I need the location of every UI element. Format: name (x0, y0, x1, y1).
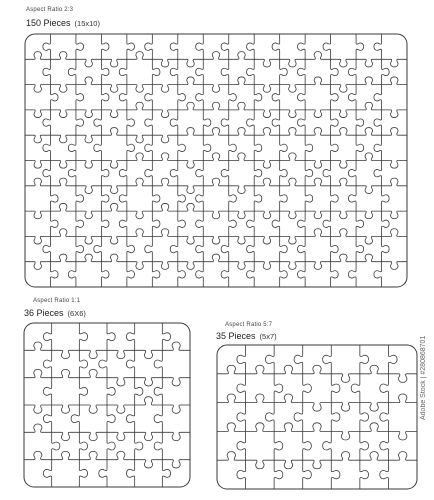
puzzle-vertical-cut (294, 345, 311, 489)
grid-size: (6X6) (67, 309, 86, 318)
jigsaw-puzzle-150-pieces (24, 33, 408, 288)
aspect-ratio-label: Aspect Ratio 1:1 (33, 298, 81, 304)
pieces-label (26, 18, 100, 28)
puzzle-horizontal-cut (217, 423, 417, 440)
grid-size: (15x10) (74, 19, 100, 28)
puzzle-border (217, 345, 417, 489)
puzzle-horizontal-cut (25, 229, 407, 244)
puzzle-horizontal-cut (25, 52, 407, 67)
jigsaw-puzzle-35-pieces (216, 344, 418, 490)
puzzle-vertical-cut (237, 345, 246, 489)
pieces-count: 35 Pieces (216, 331, 256, 341)
pieces-count: 36 Pieces (24, 308, 64, 318)
pieces-label (24, 308, 86, 318)
puzzle-vertical-cut (351, 345, 368, 489)
pieces-count: 150 Pieces (26, 18, 71, 28)
aspect-ratio-label: Aspect Ratio 2:3 (26, 7, 74, 13)
puzzle-horizontal-cut (25, 128, 407, 143)
puzzle-horizontal-cut (217, 452, 417, 469)
jigsaw-puzzle-36-pieces (23, 322, 191, 488)
puzzle-horizontal-cut (217, 394, 417, 411)
aspect-ratio-label: Aspect Ratio 5:7 (225, 322, 273, 328)
pieces-label (216, 331, 277, 341)
puzzle-vertical-cut (380, 345, 397, 489)
grid-size: (5x7) (259, 332, 277, 341)
puzzle-horizontal-cut (25, 153, 407, 168)
puzzle-horizontal-cut (25, 203, 407, 218)
puzzle-horizontal-cut (217, 365, 417, 382)
stock-watermark: Adobe Stock | #280868701 (420, 335, 427, 420)
puzzle-horizontal-cut (25, 254, 407, 269)
puzzle-vertical-cut (323, 345, 340, 489)
puzzle-vertical-cut (266, 345, 283, 489)
puzzle-horizontal-cut (25, 77, 407, 92)
puzzle-horizontal-cut (25, 102, 407, 117)
puzzle-horizontal-cut (25, 178, 407, 193)
